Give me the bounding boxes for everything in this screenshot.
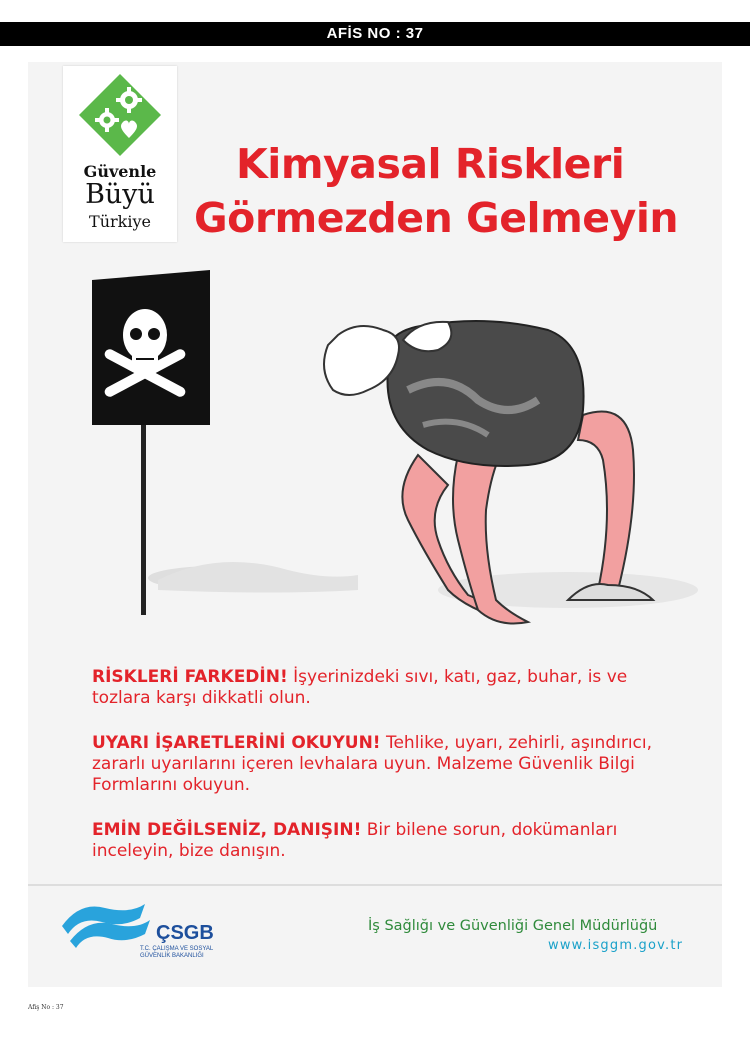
- ostrich-and-poison-sign-illustration: [28, 250, 722, 650]
- instruction-paragraph-3: [92, 820, 652, 862]
- instruction-text-1: İşyerinizdeki sıvı, katı, gaz, buhar, is ve tozlara karşı dikkatli olun.: [92, 667, 628, 708]
- poster-number-label: AFİS NO : 37: [326, 25, 424, 42]
- poison-warning-sign: [92, 270, 210, 615]
- poster-title-line-2: Görmezden Gelmeyin: [194, 194, 679, 242]
- footer-divider: [28, 884, 722, 886]
- instruction-heading-2: UYARI İŞARETLERİNİ OKUYUN!: [92, 733, 381, 753]
- instruction-paragraph-2: [92, 733, 652, 796]
- department-name: İş Sağlığı ve Güvenliği Genel Müdürlüğü: [368, 918, 658, 934]
- instruction-heading-3: EMİN DEĞİLSENİZ, DANIŞIN!: [92, 820, 362, 840]
- poster-number-bar: [0, 22, 750, 46]
- logo-line-2: Büyü: [85, 179, 155, 210]
- website-url: www.isggm.gov.tr: [548, 938, 684, 953]
- instruction-text-2: Tehlike, uyarı, zehirli, aşındırıcı, zararlı uyarılarını içeren levhalara uyun. Malzeme Güvenlik Bilgi Formlarını okuyun.: [92, 733, 653, 795]
- logo-line-3: Türkiye: [89, 212, 151, 231]
- page-note: Afiş No : 37: [28, 1004, 64, 1011]
- poster-title-line-1: Kimyasal Riskleri: [236, 140, 625, 188]
- ministry-full-name: T.C. ÇALIŞMA VE SOSYAL GÜVENLİK BAKANLIĞI: [140, 946, 214, 959]
- gear-heart-icon: [63, 66, 177, 162]
- csgb-abbrev: ÇSGB: [156, 922, 214, 944]
- instruction-heading-1: RİSKLERİ FARKEDİN!: [92, 667, 288, 687]
- logo-line-1: Güvenle: [83, 162, 157, 181]
- instruction-text-3: Bir bilene sorun, dokümanları inceleyin, bize danışın.: [92, 820, 618, 861]
- guvenle-buyu-turkiye-logo: [63, 66, 177, 242]
- instruction-paragraph-1: [92, 667, 652, 709]
